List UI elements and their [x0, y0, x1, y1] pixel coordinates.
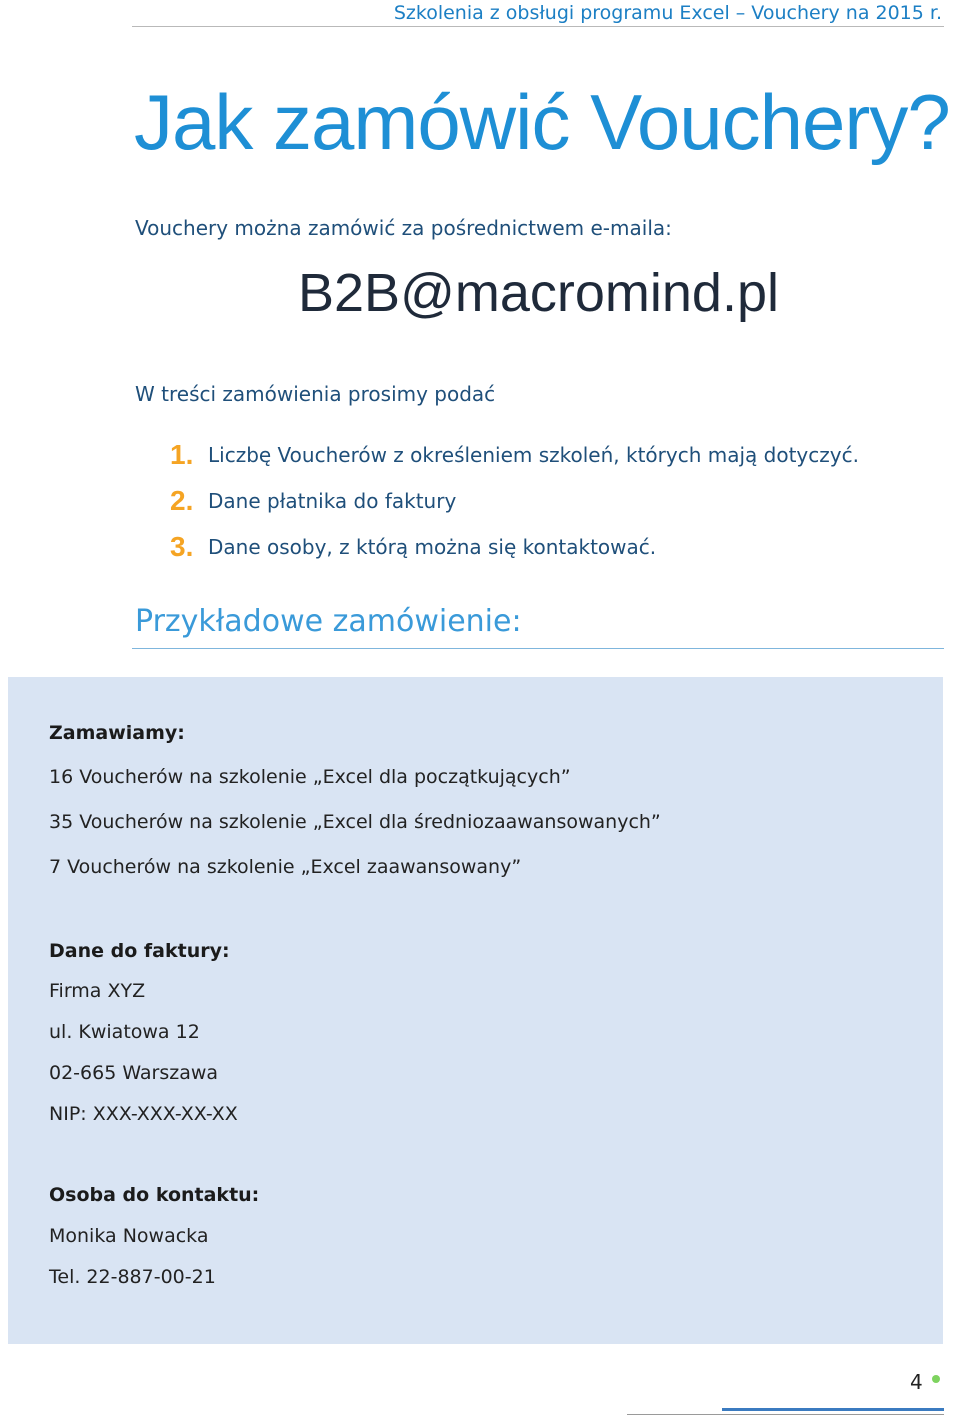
request-intro-text: W treści zamówienia prosimy podać	[135, 382, 496, 406]
contact-line: Tel. 22-887-00-21	[49, 1266, 216, 1288]
requirement-number: 2.	[170, 485, 194, 516]
requirement-item	[170, 432, 859, 478]
example-order-box	[8, 677, 943, 1344]
page-dot-icon	[932, 1375, 940, 1383]
page-number: 4	[910, 1370, 923, 1394]
requirement-text: Dane płatnika do faktury	[208, 489, 457, 513]
page-title: Jak zamówić Vouchery?	[134, 78, 950, 166]
invoice-line: 02-665 Warszawa	[49, 1062, 219, 1084]
order-label: Zamawiamy:	[49, 722, 185, 744]
example-heading: Przykładowe zamówienie:	[135, 604, 522, 639]
requirement-item	[170, 524, 859, 570]
example-heading-divider	[132, 648, 944, 649]
order-line: 7 Voucherów na szkolenie „Excel zaawansowany”	[49, 856, 522, 878]
requirement-item	[170, 478, 859, 524]
requirement-text: Liczbę Voucherów z określeniem szkoleń, których mają dotyczyć.	[208, 443, 859, 467]
order-line: 35 Voucherów na szkolenie „Excel dla średniozaawansowanych”	[49, 811, 661, 833]
requirement-number: 3.	[170, 531, 194, 562]
invoice-line: NIP: XXX-XXX-XX-XX	[49, 1103, 238, 1125]
footer-accent-bar	[722, 1408, 944, 1411]
requirement-text: Dane osoby, z którą można się kontaktować.	[208, 535, 657, 559]
intro-text: Vouchery można zamówić za pośrednictwem e-maila:	[135, 216, 672, 240]
invoice-label: Dane do faktury:	[49, 940, 230, 962]
order-line: 16 Voucherów na szkolenie „Excel dla początkujących”	[49, 766, 571, 788]
running-header: Szkolenia z obsługi programu Excel – Vouchery na 2015 r.	[393, 2, 942, 24]
order-email[interactable]: B2B@macromind.pl	[298, 263, 779, 323]
contact-line: Monika Nowacka	[49, 1225, 209, 1247]
contact-label: Osoba do kontaktu:	[49, 1184, 260, 1206]
invoice-line: Firma XYZ	[49, 980, 146, 1002]
footer-divider	[627, 1414, 944, 1415]
requirement-number: 1.	[170, 439, 194, 470]
header-divider	[132, 26, 944, 27]
invoice-line: ul. Kwiatowa 12	[49, 1021, 200, 1043]
requirements-list	[170, 432, 859, 570]
